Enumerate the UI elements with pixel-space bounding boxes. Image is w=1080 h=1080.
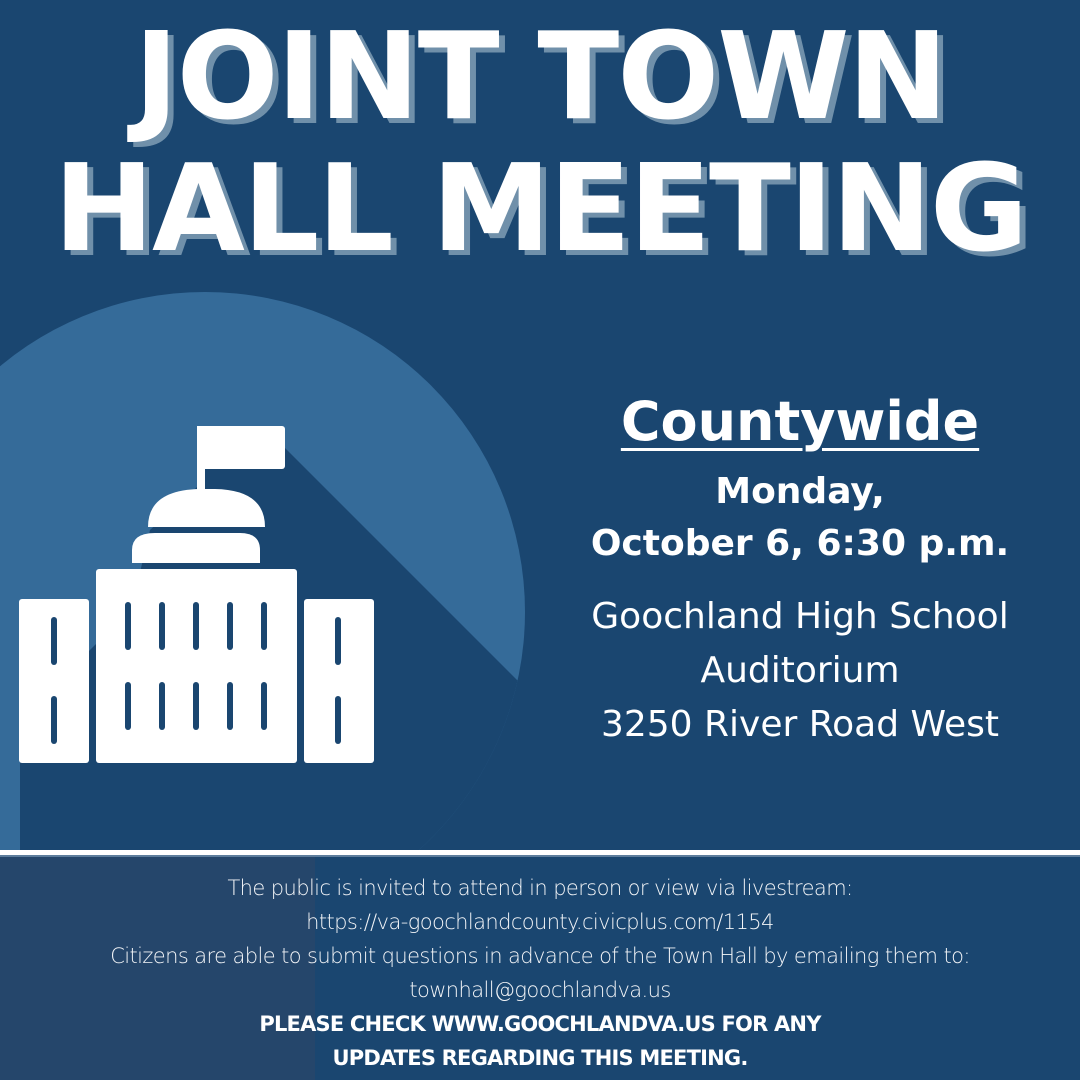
email-link[interactable]: townhall@goochlandva.us bbox=[409, 978, 671, 1002]
livestream-link[interactable]: https://va-goochlandcounty.civicplus.com/1154 bbox=[306, 910, 774, 934]
footer-text bbox=[0, 871, 1080, 1075]
main-building bbox=[96, 569, 297, 763]
flag bbox=[197, 426, 285, 469]
venue-room: Auditorium bbox=[700, 650, 900, 691]
title-line-2: HALL MEETING bbox=[53, 140, 1027, 279]
event-name: Countywide bbox=[620, 390, 980, 453]
event-day: Monday, bbox=[715, 471, 885, 512]
venue-name: Goochland High School bbox=[591, 596, 1009, 637]
capitol-building-icon bbox=[0, 280, 560, 852]
update-notice-line-2: UPDATES REGARDING THIS MEETING. bbox=[332, 1046, 748, 1070]
title-line-1: JOINT TOWN bbox=[133, 8, 947, 147]
event-info bbox=[540, 384, 1060, 752]
update-notice-line-1: PLEASE CHECK WWW.GOOCHLANDVA.US FOR ANY bbox=[259, 1012, 821, 1036]
venue-address: 3250 River Road West bbox=[600, 704, 1000, 745]
footer bbox=[0, 857, 1080, 1080]
event-date-time: October 6, 6:30 p.m. bbox=[590, 523, 1010, 564]
venue bbox=[540, 590, 1060, 752]
questions-note: Citizens are able to submit questions in advance of the Town Hall by emailing them to: bbox=[110, 944, 970, 968]
livestream-invite: The public is invited to attend in person or view via livestream: bbox=[227, 876, 853, 900]
dome-base bbox=[132, 533, 260, 563]
